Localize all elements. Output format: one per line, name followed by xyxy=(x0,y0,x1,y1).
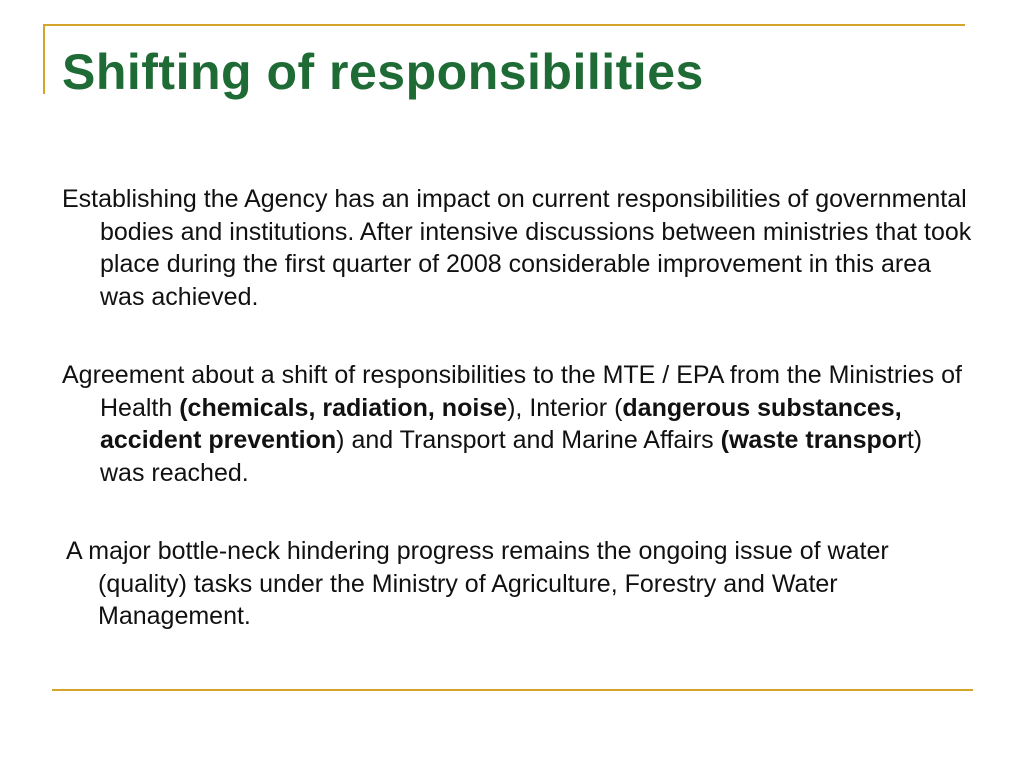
left-border-line xyxy=(43,24,45,94)
agreement-transport-topics: (waste transpor xyxy=(720,426,907,454)
agreement-interior-topics: dangerous substances, accident prevention xyxy=(100,393,902,454)
bottom-border-line xyxy=(52,689,973,691)
agreement-health-topics: (chemicals, radiation, noise xyxy=(179,393,508,422)
top-border-line xyxy=(43,24,965,26)
agreement-text-3: ) and Transport and Marine Affairs xyxy=(336,426,721,454)
agreement-text-1: Agreement about a shift of responsibilities to the MTE / EPA from the Ministries of Health xyxy=(62,361,962,422)
agreement-text-4: t) was reached. xyxy=(100,426,923,487)
paragraph-agency-impact: Establishing the Agency has an impact on current responsibilities of governmental bodies and institutions. After intensive discussions between ministries that took place during the first quarter of 2008 considerable improvement in this area was achieved. xyxy=(62,185,972,311)
slide-body xyxy=(62,183,972,679)
slide-title: Shifting of responsibilities xyxy=(62,44,704,100)
paragraph-bottleneck: A major bottle-neck hindering progress remains the ongoing issue of water (quality) tasks under the Ministry of Agriculture, Forestry and Water Management. xyxy=(66,537,889,630)
agreement-text-2: ), Interior ( xyxy=(507,393,623,422)
paragraph-agreement xyxy=(62,359,972,489)
